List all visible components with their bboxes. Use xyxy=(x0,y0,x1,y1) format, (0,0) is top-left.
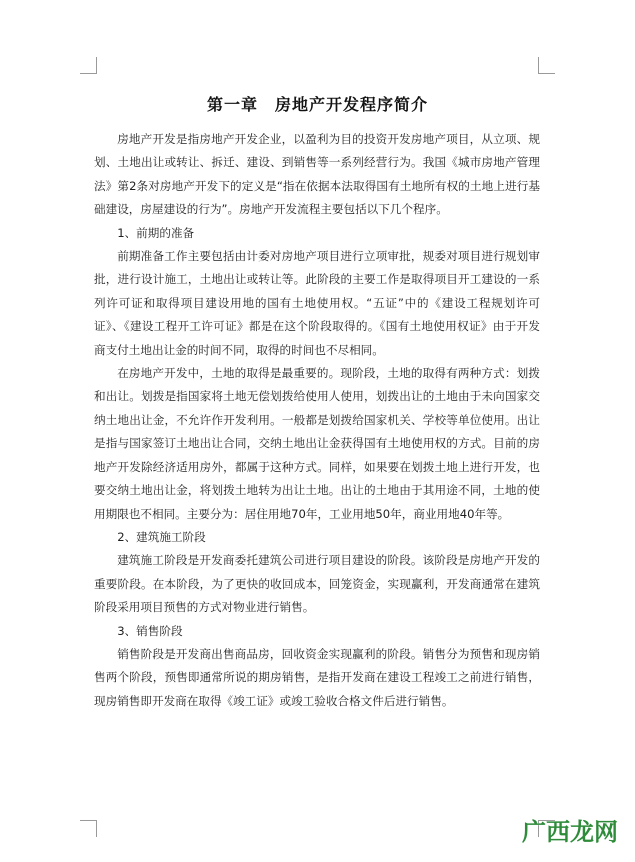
section-heading-preparation: 1、前期的准备 xyxy=(117,225,195,240)
intro-paragraph: 房地产开发是指房地产开发企业，以盈利为目的投资开发房地产项目，从立项、规划、土地出让或转让、拆迁、建设、到销售等一系列经营行为。我国《城市房地产管理法》第2条对房地产开发下的定义是“指在依据本法取得国有土地所有权的土地上进行基础建设，房屋建设的行为”。房地产开发流程主要包括以下几个程序。 xyxy=(94,132,540,217)
watermark-logo: 广西龙网 xyxy=(522,818,618,846)
construction-paragraph: 建筑施工阶段是开发商委托建筑公司进行项目建设的阶段。该阶段是房地产开发的重要阶段。在本阶段，为了更快的收回成本，回笼资金，实现赢利，开发商通常在建筑阶段采用项目预售的方式对物业进行销售。 xyxy=(94,553,540,615)
land-acquisition-paragraph: 在房地产开发中，土地的取得是最重要的。现阶段，土地的取得有两种方式：划拨和出让。划拨是指国家将土地无偿划拨给使用人使用，划拨出让的土地由于未向国家交纳土地出让金，不允许作开发利用。一般都是划拨给国家机关、学校等单位使用。出让是指与国家签订土地出让合同，交纳土地出让金获得国有土地使用权的方式。目前的房地产开发除经济适用房外，都属于这种方式。同样，如果要在划拨土地上进行开发，也要交纳土地出让金，将划拨土地转为出让土地。出让的土地由于其用途不同，土地的使用期限也不相同。主要分为：居住用地70年，工业用地50年，商业用地40年等。 xyxy=(94,366,540,521)
sales-paragraph: 销售阶段是开发商出售商品房，回收资金实现赢利的阶段。销售分为预售和现房销售两个阶段，预售即通常所说的期房销售，是指开发商在建设工程竣工之前进行销售，现房销售即开发商在取得《竣工证》或竣工验收合格文件后进行销售。 xyxy=(94,646,540,708)
preparation-paragraph: 前期准备工作主要包括由计委对房地产项目进行立项审批，规委对项目进行规划审批，进行设计施工，土地出让或转让等。此阶段的主要工作是取得项目开工建设的一系列许可证和取得项目建设用地的国有土地使用权。“五证”中的《建设工程规划许可证》、《建设工程开工许可证》都是在这个阶段取得的。《国有土地使用权证》由于开发商支付土地出让金的时间不同，取得的时间也不尽相同。 xyxy=(94,249,540,357)
section-heading-construction: 2、建筑施工阶段 xyxy=(117,529,206,544)
margin-corner-top-left xyxy=(80,57,97,74)
chapter-title: 第一章 房地产开发程序简介 xyxy=(206,95,428,114)
document-body xyxy=(94,128,540,713)
section-heading-sales: 3、销售阶段 xyxy=(117,623,183,638)
margin-corner-bottom-left xyxy=(80,820,97,837)
margin-corner-top-right xyxy=(538,57,555,74)
